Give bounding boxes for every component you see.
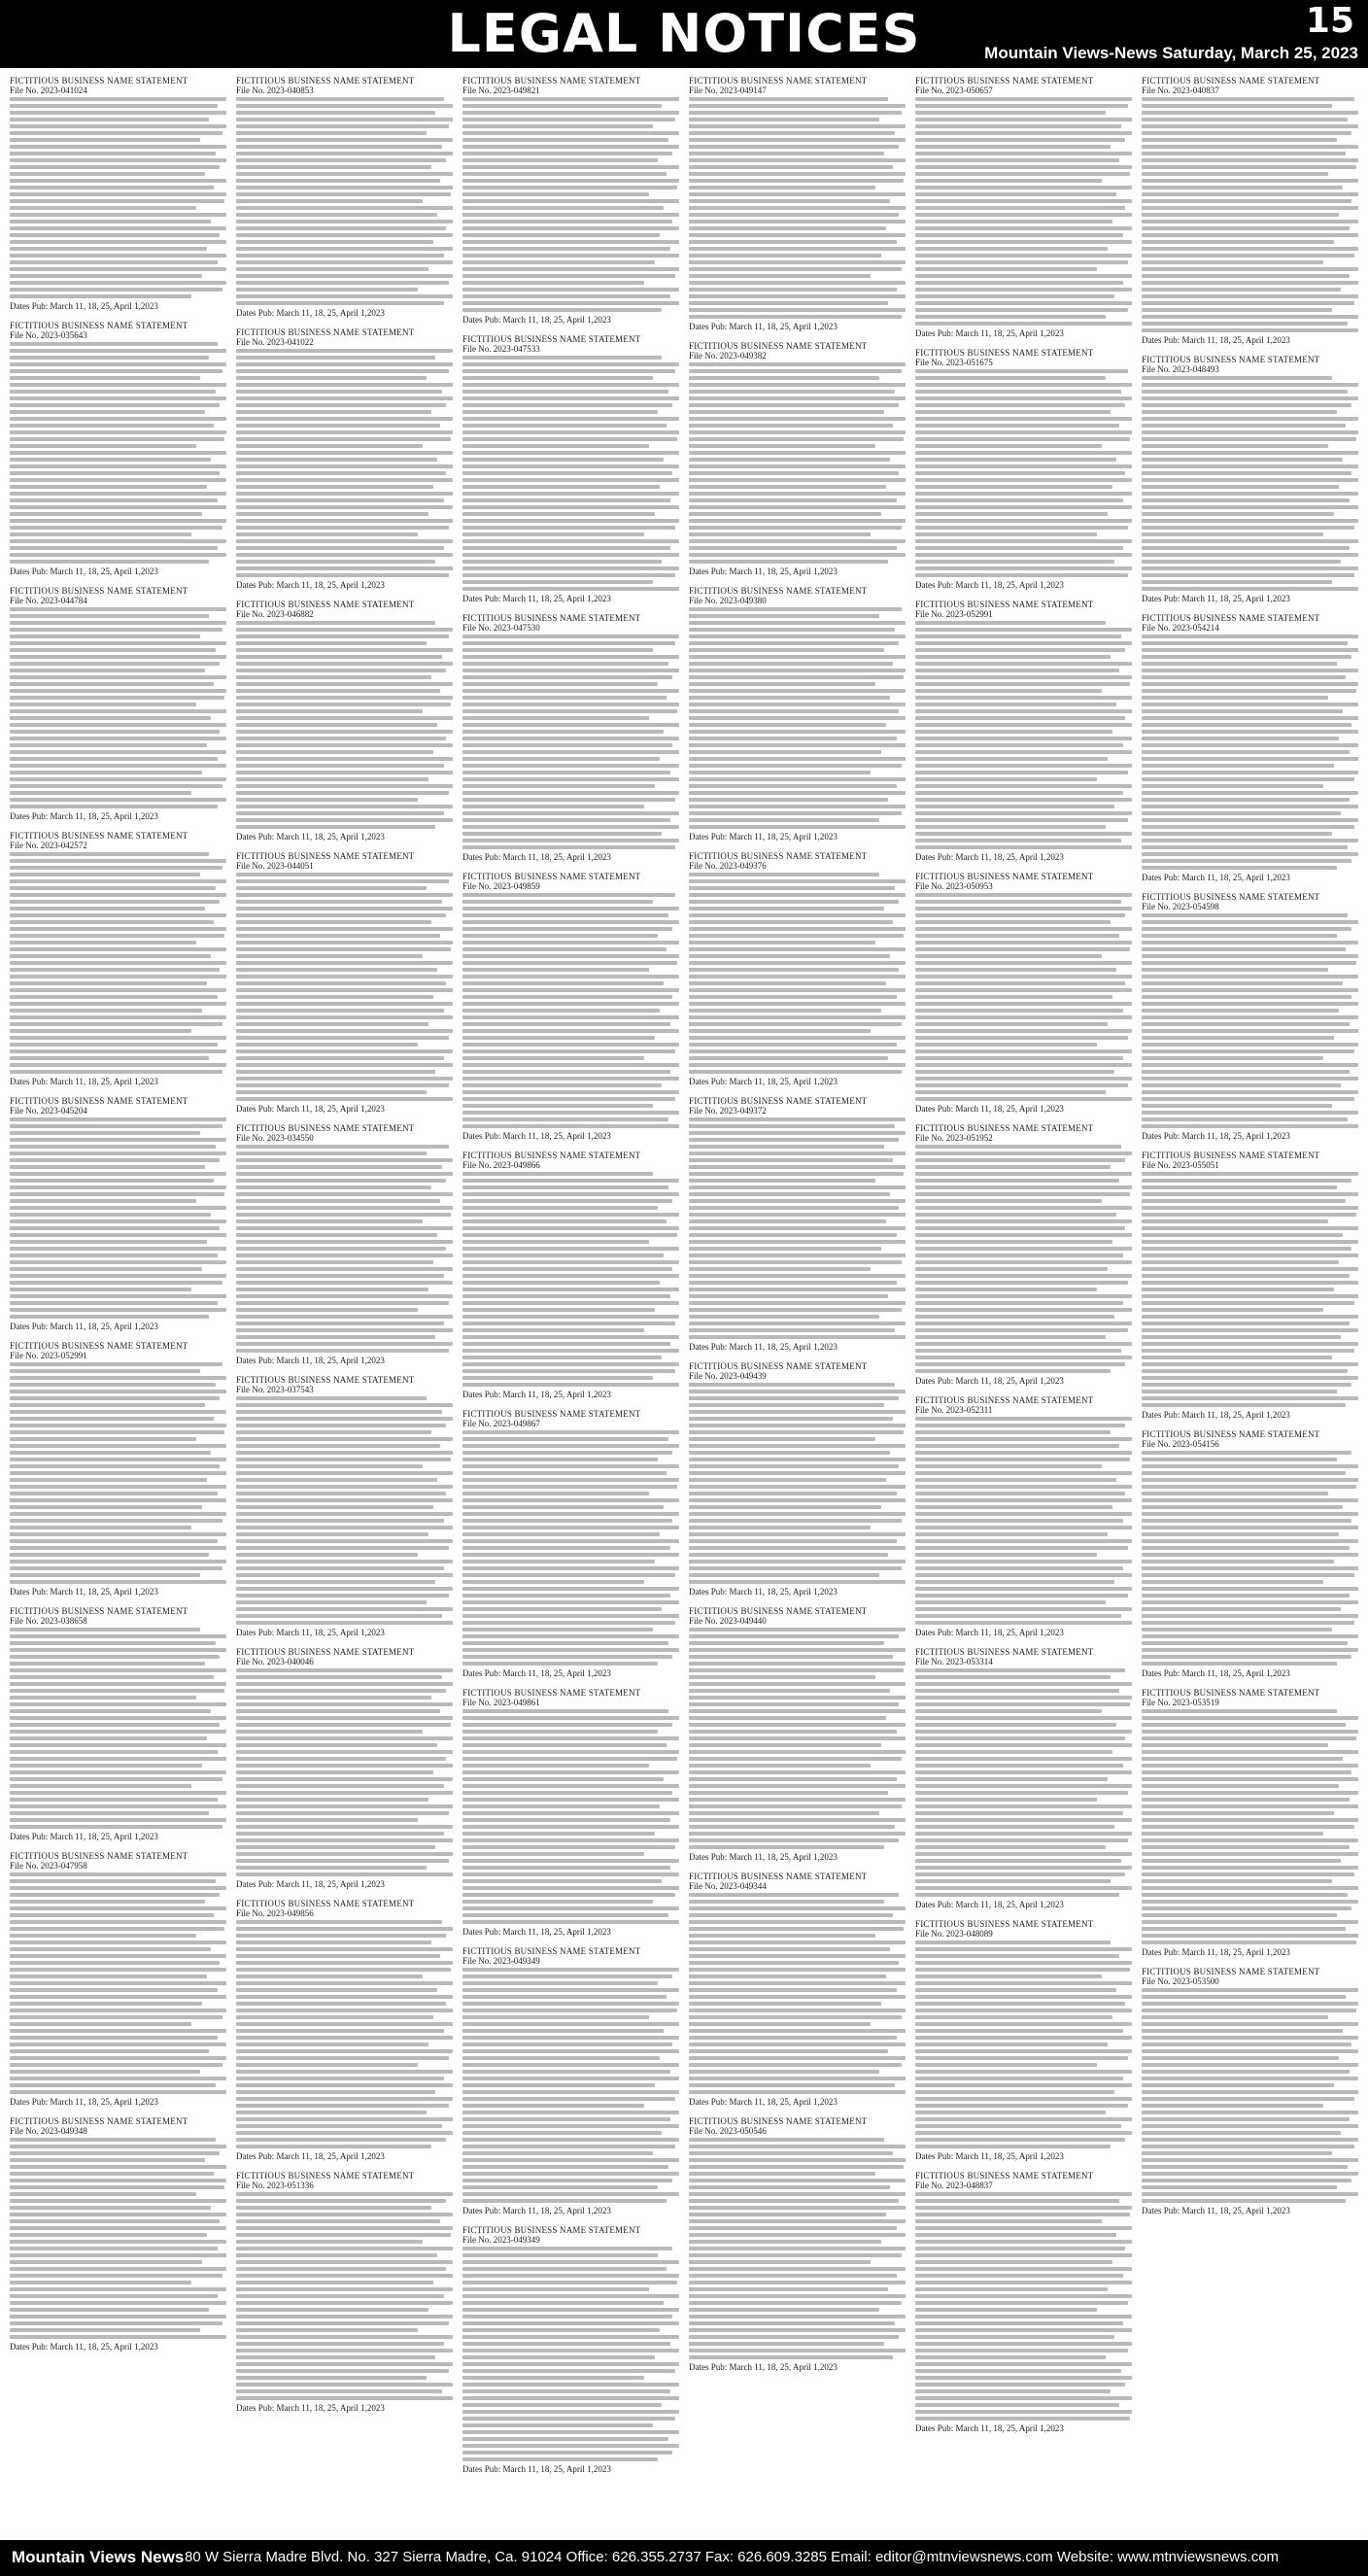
notice-heading: FICTITIOUS BUSINESS NAME STATEMENT <box>462 1151 641 1160</box>
notice-publication-dates: Dates Pub: March 11, 18, 25, April 1,2023 <box>689 2097 838 2107</box>
notice-file-number: File No. 2023-035643 <box>10 330 87 340</box>
notice-heading: FICTITIOUS BUSINESS NAME STATEMENT <box>689 586 868 596</box>
notice-body-text <box>462 893 679 1128</box>
notice-column <box>1142 76 1358 2526</box>
notice-heading: FICTITIOUS BUSINESS NAME STATEMENT <box>462 334 641 344</box>
notice-heading: FICTITIOUS BUSINESS NAME STATEMENT <box>689 1872 868 1881</box>
notice-publication-dates: Dates Pub: March 11, 18, 25, April 1,2023 <box>10 1832 158 1841</box>
legal-notice <box>1142 1151 1358 1420</box>
notice-file-number: File No. 2023-047533 <box>462 344 540 354</box>
legal-notice <box>10 2116 226 2352</box>
legal-notice <box>689 851 906 1086</box>
notice-body-text <box>689 2138 906 2359</box>
legal-notice <box>462 872 679 1141</box>
legal-notice <box>10 1096 226 1331</box>
notice-publication-dates: Dates Pub: March 11, 18, 25, April 1,2023 <box>689 1852 838 1862</box>
notice-heading: FICTITIOUS BUSINESS NAME STATEMENT <box>462 1409 641 1419</box>
notice-body-text <box>10 97 226 298</box>
notice-heading: FICTITIOUS BUSINESS NAME STATEMENT <box>915 2171 1094 2181</box>
notice-file-number: File No. 2023-049349 <box>462 2235 540 2245</box>
notice-body-text <box>1142 1988 1358 2203</box>
notice-heading: FICTITIOUS BUSINESS NAME STATEMENT <box>1142 1688 1320 1698</box>
notice-publication-dates: Dates Pub: March 11, 18, 25, April 1,2023 <box>462 1927 611 1937</box>
notice-heading: FICTITIOUS BUSINESS NAME STATEMENT <box>236 600 415 609</box>
notice-publication-dates: Dates Pub: March 11, 18, 25, April 1,2023 <box>1142 873 1290 882</box>
notice-heading: FICTITIOUS BUSINESS NAME STATEMENT <box>10 321 188 330</box>
notice-body-text <box>236 2192 453 2400</box>
notice-file-number: File No. 2023-046882 <box>236 609 314 619</box>
notice-heading: FICTITIOUS BUSINESS NAME STATEMENT <box>236 1375 415 1385</box>
notice-publication-dates: Dates Pub: March 11, 18, 25, April 1,2023 <box>915 2151 1064 2161</box>
legal-notice <box>236 1123 453 1365</box>
notice-body-text <box>1142 1172 1358 1407</box>
notice-heading: FICTITIOUS BUSINESS NAME STATEMENT <box>462 613 641 623</box>
notice-file-number: File No. 2023-048837 <box>915 2181 993 2190</box>
notice-file-number: File No. 2023-053519 <box>1142 1698 1219 1707</box>
legal-notice <box>915 872 1132 1114</box>
notice-publication-dates: Dates Pub: March 11, 18, 25, April 1,2023 <box>915 2423 1064 2433</box>
notice-publication-dates: Dates Pub: March 11, 18, 25, April 1,2023 <box>462 1390 611 1399</box>
notice-heading: FICTITIOUS BUSINESS NAME STATEMENT <box>462 872 641 881</box>
notice-heading: FICTITIOUS BUSINESS NAME STATEMENT <box>462 2225 641 2235</box>
notice-body-text <box>10 2138 226 2339</box>
notice-file-number: File No. 2023-054156 <box>1142 1439 1219 1449</box>
notice-file-number: File No. 2023-049382 <box>689 351 767 361</box>
legal-notice <box>689 1096 906 1352</box>
notice-file-number: File No. 2023-040853 <box>236 86 314 95</box>
notice-heading: FICTITIOUS BUSINESS NAME STATEMENT <box>10 1341 188 1351</box>
legal-notice <box>10 1341 226 1597</box>
notice-publication-dates: Dates Pub: March 11, 18, 25, April 1,2023 <box>1142 1410 1290 1420</box>
notice-file-number: File No. 2023-040837 <box>1142 86 1219 95</box>
notice-heading: FICTITIOUS BUSINESS NAME STATEMENT <box>236 851 415 861</box>
notice-heading: FICTITIOUS BUSINESS NAME STATEMENT <box>915 1919 1094 1929</box>
notice-publication-dates: Dates Pub: March 11, 18, 25, April 1,2023 <box>462 594 611 603</box>
legal-notice <box>236 1899 453 2161</box>
notice-file-number: File No. 2023-048089 <box>915 1929 993 1939</box>
notice-file-number: File No. 2023-053314 <box>915 1657 993 1666</box>
notice-publication-dates: Dates Pub: March 11, 18, 25, April 1,2023 <box>236 308 385 318</box>
notice-file-number: File No. 2023-049439 <box>689 1371 767 1381</box>
notice-publication-dates: Dates Pub: March 11, 18, 25, April 1,2023 <box>462 1668 611 1678</box>
notice-file-number: File No. 2023-051336 <box>236 2181 314 2190</box>
notice-file-number: File No. 2023-042572 <box>10 841 87 850</box>
notice-file-number: File No. 2023-040046 <box>236 1657 314 1666</box>
notice-file-number: File No. 2023-049867 <box>462 1419 540 1428</box>
notice-body-text <box>1142 913 1358 1128</box>
notice-publication-dates: Dates Pub: March 11, 18, 25, April 1,2023 <box>462 2464 611 2474</box>
notice-publication-dates: Dates Pub: March 11, 18, 25, April 1,2023 <box>1142 1947 1290 1957</box>
notice-heading: FICTITIOUS BUSINESS NAME STATEMENT <box>689 76 868 86</box>
notice-heading: FICTITIOUS BUSINESS NAME STATEMENT <box>915 1395 1094 1405</box>
notice-heading: FICTITIOUS BUSINESS NAME STATEMENT <box>915 76 1094 86</box>
notice-heading: FICTITIOUS BUSINESS NAME STATEMENT <box>689 1361 868 1371</box>
notice-heading: FICTITIOUS BUSINESS NAME STATEMENT <box>10 831 188 841</box>
notice-publication-dates: Dates Pub: March 11, 18, 25, April 1,2023 <box>236 2151 385 2161</box>
legal-notice <box>915 1647 1132 1909</box>
notice-file-number: File No. 2023-044784 <box>10 596 87 605</box>
notice-body-text <box>462 2247 679 2461</box>
notice-body-text <box>915 1417 1132 1625</box>
notice-body-text <box>236 1920 453 2148</box>
notice-body-text <box>689 362 906 564</box>
legal-notice <box>462 1688 679 1937</box>
notice-body-text <box>236 873 453 1101</box>
notice-column <box>10 76 226 2526</box>
notice-body-text <box>462 356 679 591</box>
notice-publication-dates: Dates Pub: March 11, 18, 25, April 1,2023 <box>915 852 1064 862</box>
notice-publication-dates: Dates Pub: March 11, 18, 25, April 1,2023 <box>689 1077 838 1086</box>
notice-heading: FICTITIOUS BUSINESS NAME STATEMENT <box>915 348 1094 358</box>
notice-body-text <box>915 1145 1132 1373</box>
notice-body-text <box>1142 635 1358 870</box>
notice-file-number: File No. 2023-053500 <box>1142 1976 1219 1986</box>
notice-heading: FICTITIOUS BUSINESS NAME STATEMENT <box>689 851 868 861</box>
notice-file-number: File No. 2023-048493 <box>1142 364 1219 374</box>
notice-file-number: File No. 2023-052311 <box>915 1405 993 1415</box>
notice-heading: FICTITIOUS BUSINESS NAME STATEMENT <box>1142 1151 1320 1160</box>
notice-file-number: File No. 2023-051675 <box>915 358 993 367</box>
notice-body-text <box>10 342 226 564</box>
notice-heading: FICTITIOUS BUSINESS NAME STATEMENT <box>10 1096 188 1106</box>
notice-heading: FICTITIOUS BUSINESS NAME STATEMENT <box>10 2116 188 2126</box>
notice-columns <box>10 76 1358 2526</box>
notice-heading: FICTITIOUS BUSINESS NAME STATEMENT <box>689 2116 868 2126</box>
notice-publication-dates: Dates Pub: March 11, 18, 25, April 1,2023 <box>689 832 838 841</box>
legal-notice <box>10 831 226 1086</box>
notice-file-number: File No. 2023-049380 <box>689 596 767 605</box>
notice-body-text <box>462 635 679 849</box>
notice-heading: FICTITIOUS BUSINESS NAME STATEMENT <box>689 1096 868 1106</box>
notice-publication-dates: Dates Pub: March 11, 18, 25, April 1,2023 <box>915 1376 1064 1386</box>
notice-file-number: File No. 2023-038658 <box>10 1616 87 1626</box>
notice-body-text <box>915 2192 1132 2421</box>
legal-notice <box>689 76 906 331</box>
notice-publication-dates: Dates Pub: March 11, 18, 25, April 1,2023 <box>462 852 611 862</box>
notice-body-text <box>10 852 226 1074</box>
notice-heading: FICTITIOUS BUSINESS NAME STATEMENT <box>236 1647 415 1657</box>
notice-file-number: File No. 2023-049440 <box>689 1616 767 1626</box>
notice-file-number: File No. 2023-045204 <box>10 1106 87 1116</box>
legal-notice <box>915 2171 1132 2433</box>
notice-column <box>915 76 1132 2526</box>
notice-heading: FICTITIOUS BUSINESS NAME STATEMENT <box>915 600 1094 609</box>
notice-heading: FICTITIOUS BUSINESS NAME STATEMENT <box>10 76 188 86</box>
legal-notice <box>1142 76 1358 345</box>
notice-file-number: File No. 2023-054598 <box>1142 902 1219 911</box>
notice-heading: FICTITIOUS BUSINESS NAME STATEMENT <box>236 327 415 337</box>
legal-notice <box>236 600 453 841</box>
notice-body-text <box>10 1117 226 1319</box>
page-number: 15 <box>1305 1 1354 41</box>
notice-publication-dates: Dates Pub: March 11, 18, 25, April 1,2023 <box>462 1131 611 1141</box>
notice-heading: FICTITIOUS BUSINESS NAME STATEMENT <box>462 1688 641 1698</box>
notice-body-text <box>236 1145 453 1353</box>
legal-notice <box>689 1361 906 1597</box>
notice-heading: FICTITIOUS BUSINESS NAME STATEMENT <box>236 1123 415 1133</box>
notice-body-text <box>689 1117 906 1339</box>
section-title: LEGAL NOTICES <box>447 3 921 64</box>
legal-notice <box>10 76 226 311</box>
notice-file-number: File No. 2023-051952 <box>915 1133 993 1143</box>
legal-notice <box>236 327 453 590</box>
notice-publication-dates: Dates Pub: March 11, 18, 25, April 1,2023 <box>1142 594 1290 603</box>
notice-body-text <box>915 369 1132 577</box>
notice-heading: FICTITIOUS BUSINESS NAME STATEMENT <box>915 1647 1094 1657</box>
legal-notice <box>10 586 226 821</box>
notice-file-number: File No. 2023-049861 <box>462 1698 540 1707</box>
notice-publication-dates: Dates Pub: March 11, 18, 25, April 1,2023 <box>236 1356 385 1365</box>
notice-body-text <box>10 1628 226 1829</box>
notice-publication-dates: Dates Pub: March 11, 18, 25, April 1,2023 <box>1142 2206 1290 2215</box>
notice-heading: FICTITIOUS BUSINESS NAME STATEMENT <box>1142 613 1320 623</box>
notice-publication-dates: Dates Pub: March 11, 18, 25, April 1,2023 <box>236 580 385 590</box>
notice-file-number: File No. 2023-037543 <box>236 1385 314 1394</box>
legal-notice <box>462 1151 679 1399</box>
notice-body-text <box>1142 376 1358 591</box>
legal-notice <box>915 1919 1132 2161</box>
notice-file-number: File No. 2023-049372 <box>689 1106 767 1116</box>
notice-file-number: File No. 2023-041022 <box>236 337 314 347</box>
legal-notice <box>689 586 906 841</box>
footer-publication-name: Mountain Views News <box>12 2548 185 2566</box>
legal-notice <box>236 1647 453 1889</box>
footer-bar <box>0 2540 1368 2576</box>
notice-publication-dates: Dates Pub: March 11, 18, 25, April 1,2023 <box>10 1322 158 1331</box>
notice-file-number: File No. 2023-049344 <box>689 1881 767 1891</box>
legal-notice <box>462 1409 679 1678</box>
notice-publication-dates: Dates Pub: March 11, 18, 25, April 1,2023 <box>689 567 838 576</box>
notice-publication-dates: Dates Pub: March 11, 18, 25, April 1,2023 <box>462 315 611 325</box>
notice-heading: FICTITIOUS BUSINESS NAME STATEMENT <box>10 1851 188 1861</box>
notice-column <box>462 76 679 2526</box>
notice-column <box>689 76 906 2526</box>
notice-file-number: File No. 2023-049856 <box>236 1908 314 1918</box>
notice-file-number: File No. 2023-041024 <box>10 86 87 95</box>
notice-publication-dates: Dates Pub: March 11, 18, 25, April 1,2023 <box>1142 1131 1290 1141</box>
notice-publication-dates: Dates Pub: March 11, 18, 25, April 1,2023 <box>10 2097 158 2107</box>
notice-heading: FICTITIOUS BUSINESS NAME STATEMENT <box>1142 355 1320 364</box>
notice-body-text <box>236 621 453 829</box>
notice-heading: FICTITIOUS BUSINESS NAME STATEMENT <box>462 76 641 86</box>
notice-publication-dates: Dates Pub: March 11, 18, 25, April 1,2023 <box>236 1628 385 1637</box>
legal-notice <box>462 76 679 325</box>
notice-body-text <box>915 893 1132 1101</box>
legal-notice <box>10 1851 226 2107</box>
notice-body-text <box>462 1968 679 2203</box>
notice-heading: FICTITIOUS BUSINESS NAME STATEMENT <box>915 1123 1094 1133</box>
notice-body-text <box>689 1383 906 1584</box>
legal-notice <box>689 341 906 576</box>
notice-body-text <box>462 1709 679 1924</box>
legal-notice <box>236 2171 453 2413</box>
notice-file-number: File No. 2023-034550 <box>236 1133 314 1143</box>
legal-notice <box>462 613 679 862</box>
notice-body-text <box>915 1668 1132 1897</box>
notice-file-number: File No. 2023-049349 <box>462 1956 540 1966</box>
legal-notice <box>10 321 226 576</box>
notice-body-text <box>1142 1709 1358 1944</box>
notice-heading: FICTITIOUS BUSINESS NAME STATEMENT <box>1142 892 1320 902</box>
legal-notice <box>462 334 679 603</box>
notice-publication-dates: Dates Pub: March 11, 18, 25, April 1,2023 <box>236 2403 385 2413</box>
notice-publication-dates: Dates Pub: March 11, 18, 25, April 1,2023 <box>236 1879 385 1889</box>
notice-publication-dates: Dates Pub: March 11, 18, 25, April 1,2023 <box>915 580 1064 590</box>
notice-file-number: File No. 2023-050546 <box>689 2126 767 2136</box>
notice-column <box>236 76 453 2526</box>
notice-file-number: File No. 2023-049147 <box>689 86 767 95</box>
notice-body-text <box>236 1396 453 1625</box>
issue-line: Mountain Views-News Saturday, March 25, 2023 <box>984 44 1358 62</box>
notice-publication-dates: Dates Pub: March 11, 18, 25, April 1,2023 <box>689 322 838 331</box>
notice-body-text <box>1142 97 1358 332</box>
notice-body-text <box>689 607 906 829</box>
notice-heading: FICTITIOUS BUSINESS NAME STATEMENT <box>10 1606 188 1616</box>
notice-publication-dates: Dates Pub: March 11, 18, 25, April 1,2023 <box>10 811 158 821</box>
notice-file-number: File No. 2023-049348 <box>10 2126 87 2136</box>
notice-body-text <box>236 97 453 305</box>
notice-file-number: File No. 2023-049821 <box>462 86 540 95</box>
notice-file-number: File No. 2023-047958 <box>10 1861 87 1871</box>
notice-body-text <box>915 97 1132 326</box>
notice-publication-dates: Dates Pub: March 11, 18, 25, April 1,2023 <box>10 2342 158 2352</box>
legal-notice <box>915 1395 1132 1637</box>
notice-publication-dates: Dates Pub: March 11, 18, 25, April 1,2023 <box>689 2362 838 2372</box>
notice-publication-dates: Dates Pub: March 11, 18, 25, April 1,2023 <box>10 1077 158 1086</box>
notice-heading: FICTITIOUS BUSINESS NAME STATEMENT <box>236 1899 415 1908</box>
legal-notice <box>1142 1967 1358 2215</box>
notice-heading: FICTITIOUS BUSINESS NAME STATEMENT <box>689 341 868 351</box>
notice-publication-dates: Dates Pub: March 11, 18, 25, April 1,2023 <box>915 1900 1064 1909</box>
notice-heading: FICTITIOUS BUSINESS NAME STATEMENT <box>689 1606 868 1616</box>
legal-notice <box>462 2225 679 2474</box>
legal-notice <box>915 76 1132 338</box>
notice-file-number: File No. 2023-052991 <box>10 1351 87 1360</box>
notice-body-text <box>462 1172 679 1387</box>
notice-heading: FICTITIOUS BUSINESS NAME STATEMENT <box>1142 1967 1320 1976</box>
legal-notice <box>236 76 453 318</box>
legal-notice <box>915 600 1132 862</box>
notice-publication-dates: Dates Pub: March 11, 18, 25, April 1,2023 <box>10 1587 158 1597</box>
notice-publication-dates: Dates Pub: March 11, 18, 25, April 1,2023 <box>1142 335 1290 345</box>
notice-heading: FICTITIOUS BUSINESS NAME STATEMENT <box>236 76 415 86</box>
notice-file-number: File No. 2023-049376 <box>689 861 767 871</box>
notice-heading: FICTITIOUS BUSINESS NAME STATEMENT <box>462 1946 641 1956</box>
notice-heading: FICTITIOUS BUSINESS NAME STATEMENT <box>1142 76 1320 86</box>
notice-body-text <box>236 1668 453 1876</box>
notice-publication-dates: Dates Pub: March 11, 18, 25, April 1,2023 <box>236 832 385 841</box>
notice-body-text <box>689 1628 906 1849</box>
legal-notice <box>1142 613 1358 882</box>
legal-notice <box>915 348 1132 590</box>
notice-heading: FICTITIOUS BUSINESS NAME STATEMENT <box>10 586 188 596</box>
legal-notice <box>236 851 453 1114</box>
notice-publication-dates: Dates Pub: March 11, 18, 25, April 1,2023 <box>236 1104 385 1114</box>
notice-publication-dates: Dates Pub: March 11, 18, 25, April 1,2023 <box>915 328 1064 338</box>
notice-publication-dates: Dates Pub: March 11, 18, 25, April 1,2023 <box>1142 1668 1290 1678</box>
notice-heading: FICTITIOUS BUSINESS NAME STATEMENT <box>1142 1429 1320 1439</box>
notice-file-number: File No. 2023-049866 <box>462 1160 540 1170</box>
notice-file-number: File No. 2023-049859 <box>462 881 540 891</box>
legal-notice <box>689 1872 906 2107</box>
legal-notice <box>10 1606 226 1841</box>
notice-publication-dates: Dates Pub: March 11, 18, 25, April 1,2023 <box>462 2206 611 2215</box>
notice-publication-dates: Dates Pub: March 11, 18, 25, April 1,2023 <box>10 301 158 311</box>
notice-body-text <box>689 1893 906 2094</box>
notice-publication-dates: Dates Pub: March 11, 18, 25, April 1,2023 <box>689 1342 838 1352</box>
notice-publication-dates: Dates Pub: March 11, 18, 25, April 1,2023 <box>10 567 158 576</box>
notice-body-text <box>462 1430 679 1666</box>
notice-body-text <box>689 97 906 319</box>
legal-notice <box>1142 355 1358 603</box>
notice-body-text <box>10 607 226 808</box>
notice-heading: FICTITIOUS BUSINESS NAME STATEMENT <box>236 2171 415 2181</box>
notice-heading: FICTITIOUS BUSINESS NAME STATEMENT <box>915 872 1094 881</box>
legal-notice <box>689 1606 906 1862</box>
notice-file-number: File No. 2023-054214 <box>1142 623 1219 633</box>
legal-notice <box>462 1946 679 2215</box>
legal-notice <box>1142 1688 1358 1957</box>
masthead-banner <box>0 0 1368 68</box>
notice-body-text <box>462 97 679 312</box>
notice-file-number: File No. 2023-044051 <box>236 861 314 871</box>
notice-file-number: File No. 2023-050953 <box>915 881 993 891</box>
notice-file-number: File No. 2023-050657 <box>915 86 993 95</box>
footer-contact-info: 80 W Sierra Madre Blvd. No. 327 Sierra Madre, Ca. 91024 Office: 626.355.2737 Fax: 626.609.3285 Email: editor@mtnviewsnews.com Website: www.mtnviewsnews.com <box>185 2549 1280 2565</box>
legal-notice <box>236 1375 453 1637</box>
notice-body-text <box>236 349 453 577</box>
legal-notice <box>1142 892 1358 1141</box>
notice-file-number: File No. 2023-055051 <box>1142 1160 1219 1170</box>
notice-publication-dates: Dates Pub: March 11, 18, 25, April 1,2023 <box>689 1587 838 1597</box>
notice-file-number: File No. 2023-052991 <box>915 609 993 619</box>
notice-file-number: File No. 2023-047530 <box>462 623 540 633</box>
notice-body-text <box>1142 1451 1358 1666</box>
notice-body-text <box>10 1872 226 2094</box>
legal-notice <box>1142 1429 1358 1678</box>
legal-notice <box>915 1123 1132 1386</box>
notice-body-text <box>915 1941 1132 2148</box>
notice-body-text <box>689 873 906 1074</box>
notice-publication-dates: Dates Pub: March 11, 18, 25, April 1,2023 <box>915 1628 1064 1637</box>
notice-body-text <box>10 1362 226 1584</box>
legal-notice <box>689 2116 906 2372</box>
notice-body-text <box>915 621 1132 849</box>
notice-publication-dates: Dates Pub: March 11, 18, 25, April 1,2023 <box>915 1104 1064 1114</box>
